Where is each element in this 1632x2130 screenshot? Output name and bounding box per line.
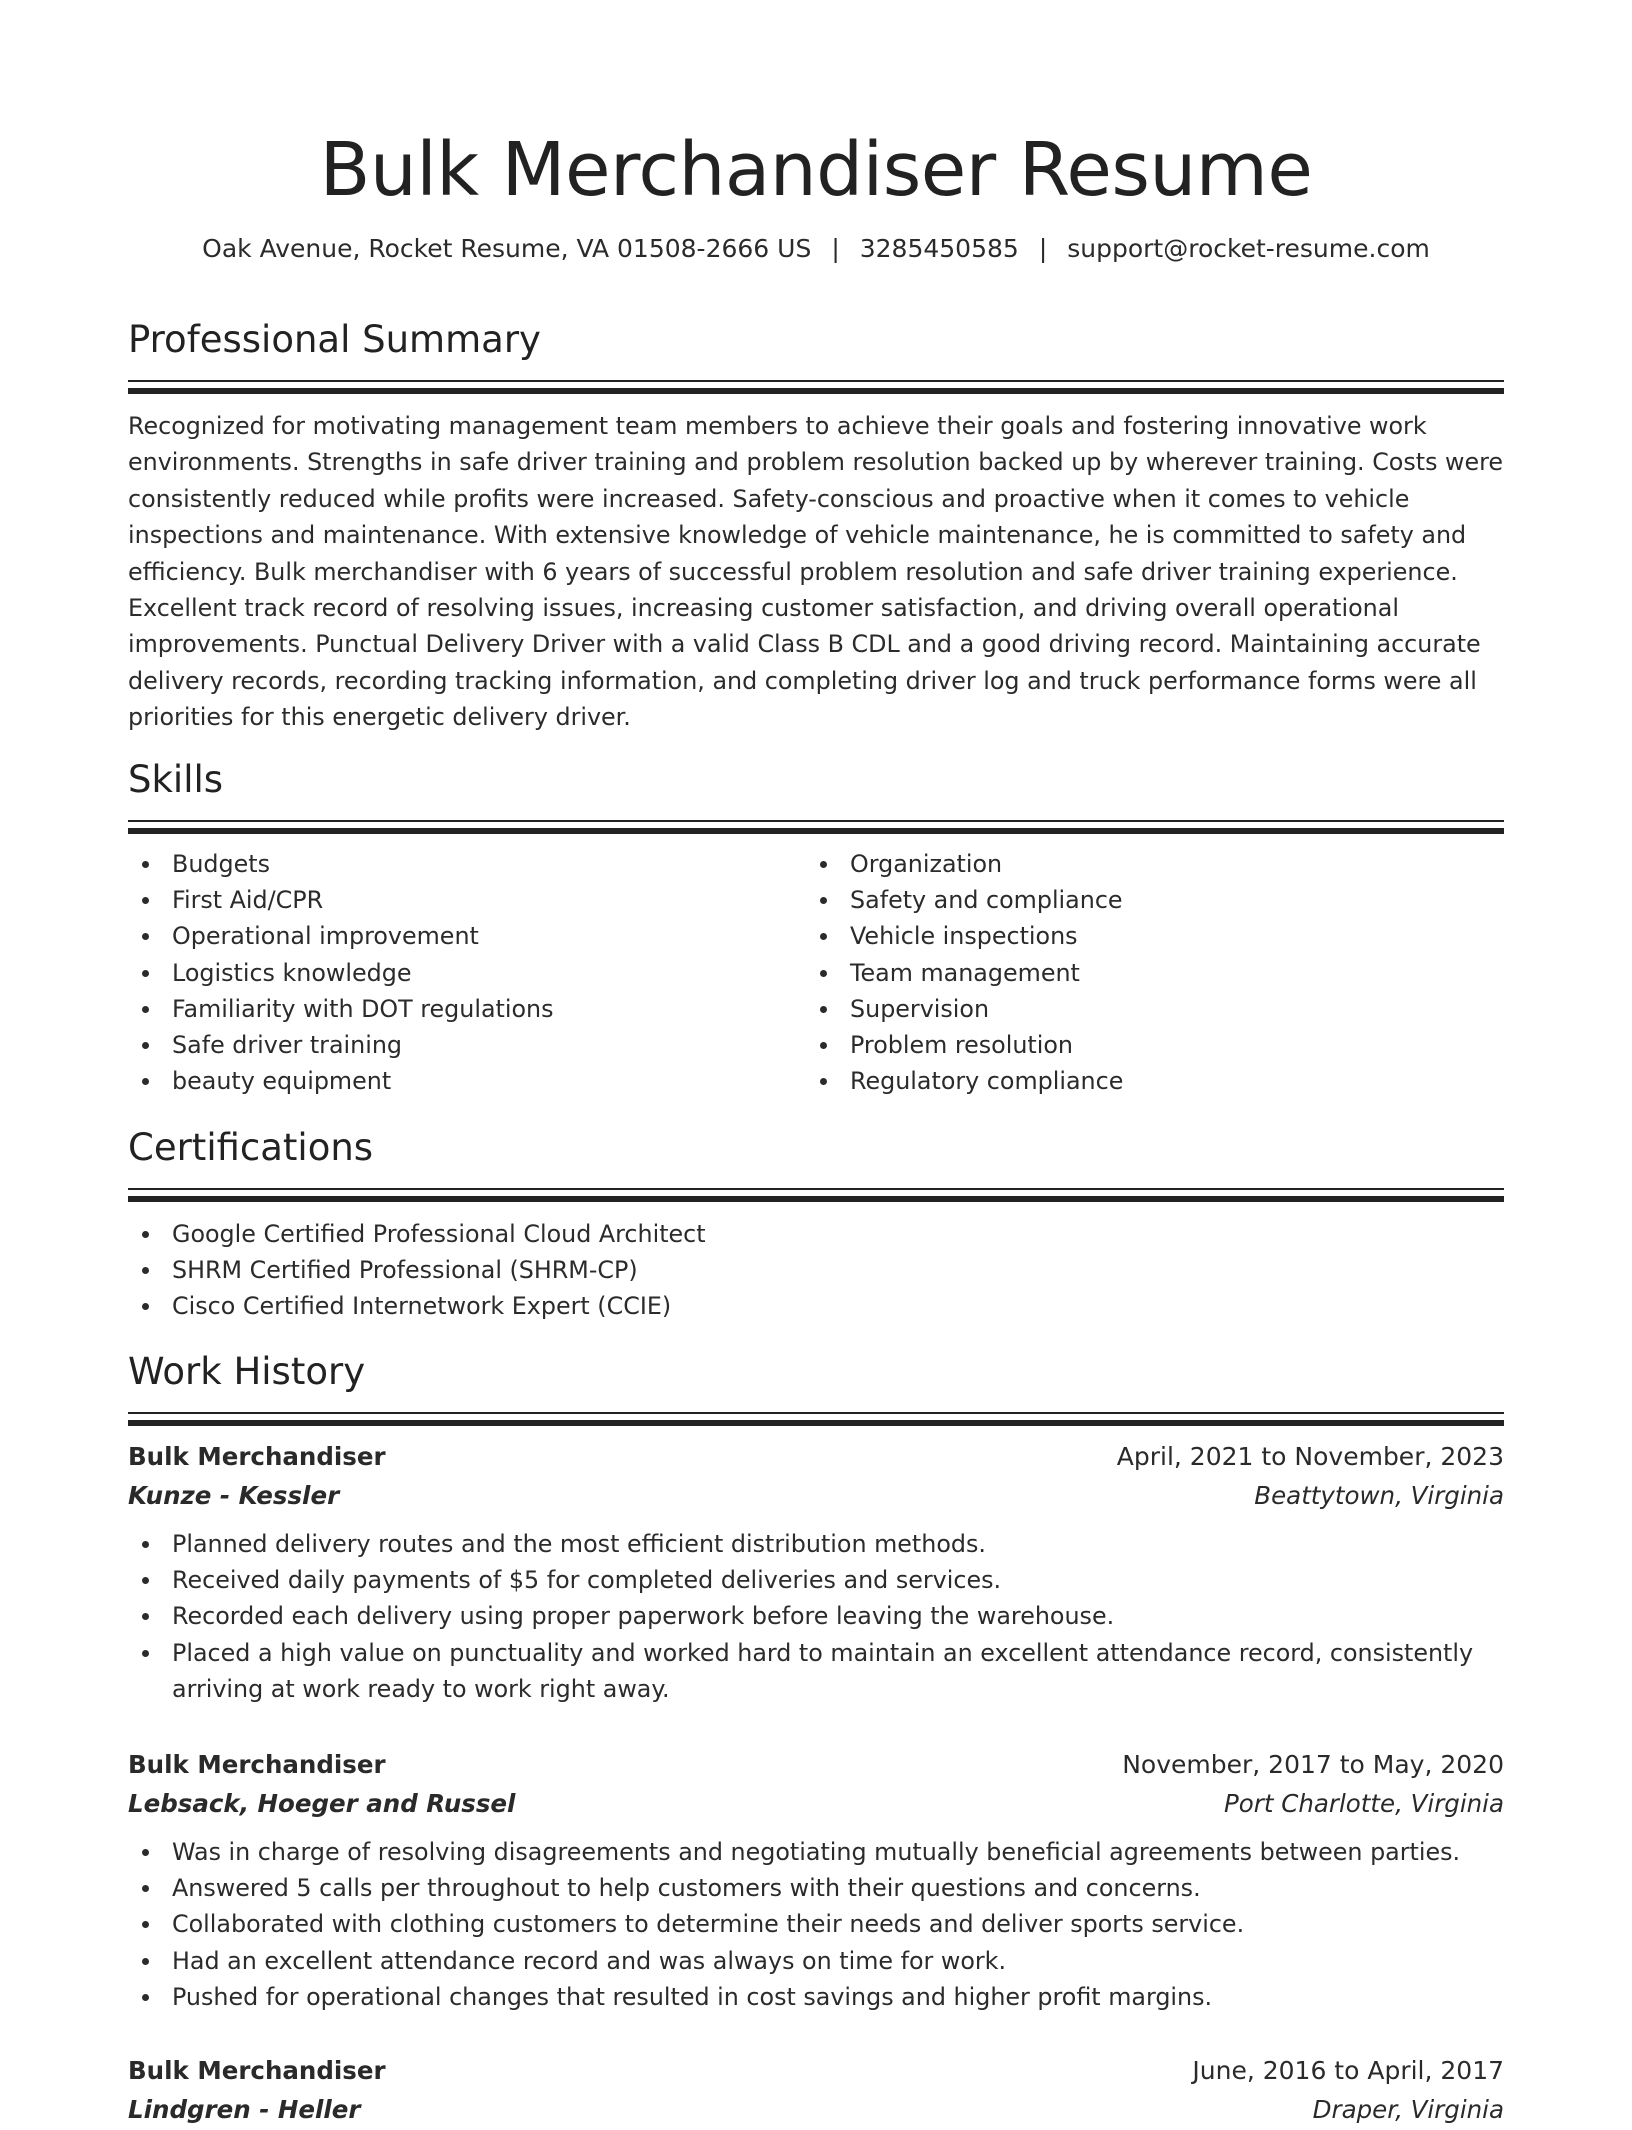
section-divider xyxy=(128,1188,1504,1190)
skill-item: Organization xyxy=(806,846,1484,882)
contact-phone: 3285450585 xyxy=(859,234,1019,263)
skill-item: Budgets xyxy=(128,846,806,882)
section-divider xyxy=(128,820,1504,822)
job-title: Bulk Merchandiser xyxy=(128,1442,386,1471)
job-header xyxy=(128,2052,1504,2090)
section-heading: Skills xyxy=(128,758,224,801)
job-company: Kunze - Kessler xyxy=(128,1481,340,1510)
job-bullets xyxy=(128,1834,1504,2015)
section-divider xyxy=(128,1420,1504,1426)
job-dates: November, 2017 to May, 2020 xyxy=(1122,1750,1504,1779)
job-bullet: Recorded each delivery using proper paperwork before leaving the warehouse. xyxy=(128,1598,1504,1634)
job-header xyxy=(128,1438,1504,1476)
job-subheader xyxy=(128,1476,1504,1516)
certifications-list xyxy=(128,1216,1504,1325)
job-bullet: Was in charge of resolving disagreements and negotiating mutually beneficial agreements between parties. xyxy=(128,1834,1504,1870)
job-entry xyxy=(128,2052,1504,2130)
skills-section xyxy=(128,756,1504,1099)
skills-list-left xyxy=(128,846,806,1099)
certification-item: SHRM Certified Professional (SHRM-CP) xyxy=(128,1252,1504,1288)
job-dates: April, 2021 to November, 2023 xyxy=(1116,1442,1504,1471)
contact-email: support@rocket-resume.com xyxy=(1067,234,1430,263)
skills-columns xyxy=(128,846,1504,1099)
job-subheader xyxy=(128,1784,1504,1824)
certifications-section xyxy=(128,1124,1504,1325)
job-bullet: Had an excellent attendance record and was always on time for work. xyxy=(128,1943,1504,1979)
section-divider xyxy=(128,1412,1504,1414)
skills-list-right xyxy=(806,846,1484,1099)
job-location: Beattytown, Virginia xyxy=(1254,1481,1504,1510)
summary-section xyxy=(128,316,1504,736)
job-bullet: Received daily payments of $5 for completed deliveries and services. xyxy=(128,1562,1504,1598)
job-bullet: Collaborated with clothing customers to determine their needs and deliver sports service. xyxy=(128,1906,1504,1942)
section-heading: Certifications xyxy=(128,1126,374,1169)
skill-item: Familiarity with DOT regulations xyxy=(128,991,806,1027)
job-bullet: Pushed for operational changes that resulted in cost savings and higher profit margins. xyxy=(128,1979,1504,2015)
resume-header xyxy=(0,122,1632,266)
skill-item: Problem resolution xyxy=(806,1027,1484,1063)
section-divider xyxy=(128,828,1504,834)
certification-item: Cisco Certified Internetwork Expert (CCIE) xyxy=(128,1288,1504,1324)
job-header xyxy=(128,1746,1504,1784)
job-title: Bulk Merchandiser xyxy=(128,2056,386,2085)
contact-address: Oak Avenue, Rocket Resume, VA 01508-2666 US xyxy=(202,234,812,263)
section-divider xyxy=(128,388,1504,394)
job-title: Bulk Merchandiser xyxy=(128,1750,386,1779)
job-bullet: Answered 5 calls per throughout to help customers with their questions and concerns. xyxy=(128,1870,1504,1906)
job-location: Port Charlotte, Virginia xyxy=(1224,1789,1504,1818)
job-bullet: Placed a high value on punctuality and worked hard to maintain an excellent attendance record, consistently arriving at work ready to work right away. xyxy=(128,1635,1504,1707)
section-heading: Professional Summary xyxy=(128,318,541,361)
skill-item: Regulatory compliance xyxy=(806,1063,1484,1099)
section-heading: Work History xyxy=(128,1350,366,1393)
skill-item: Safety and compliance xyxy=(806,882,1484,918)
job-subheader xyxy=(128,2090,1504,2130)
skill-item: Operational improvement xyxy=(128,918,806,954)
skill-item: Supervision xyxy=(806,991,1484,1027)
section-divider xyxy=(128,1196,1504,1202)
skill-item: Team management xyxy=(806,955,1484,991)
skill-item: beauty equipment xyxy=(128,1063,806,1099)
skill-item: Safe driver training xyxy=(128,1027,806,1063)
contact-line xyxy=(0,232,1632,266)
job-location: Draper, Virginia xyxy=(1312,2095,1504,2124)
page-title: Bulk Merchandiser Resume xyxy=(319,127,1313,213)
job-bullet: Planned delivery routes and the most efficient distribution methods. xyxy=(128,1526,1504,1562)
certification-item: Google Certified Professional Cloud Architect xyxy=(128,1216,1504,1252)
summary-text: Recognized for motivating management team members to achieve their goals and fostering innovative work environments. Strengths in safe driver training and problem resolution backed up by wherever training. Costs were consistently reduced while profits were increased. Safety-conscious and proactive when it comes to vehicle inspections and maintenance. With extensive knowledge of vehicle maintenance, he is committed to safety and efficiency. Bulk merchandiser with 6 years of successful problem resolution and safe driver training experience. Excellent track record of resolving issues, increasing customer satisfaction, and driving overall operational improvements. Punctual Delivery Driver with a valid Class B CDL and a good driving record. Maintaining accurate delivery records, recording tracking information, and completing driver log and truck performance forms were all priorities for this energetic delivery driver. xyxy=(128,412,1504,732)
job-bullets xyxy=(128,1526,1504,1707)
job-company: Lindgren - Heller xyxy=(128,2095,361,2124)
job-company: Lebsack, Hoeger and Russel xyxy=(128,1789,516,1818)
section-divider xyxy=(128,380,1504,382)
job-dates: June, 2016 to April, 2017 xyxy=(1192,2056,1504,2085)
job-entry xyxy=(128,1438,1504,1707)
skill-item: First Aid/CPR xyxy=(128,882,806,918)
contact-separator: | xyxy=(1038,234,1048,263)
contact-separator: | xyxy=(831,234,840,263)
job-entry xyxy=(128,1746,1504,2015)
skill-item: Vehicle inspections xyxy=(806,918,1484,954)
skill-item: Logistics knowledge xyxy=(128,955,806,991)
work-history-section xyxy=(128,1348,1504,1426)
